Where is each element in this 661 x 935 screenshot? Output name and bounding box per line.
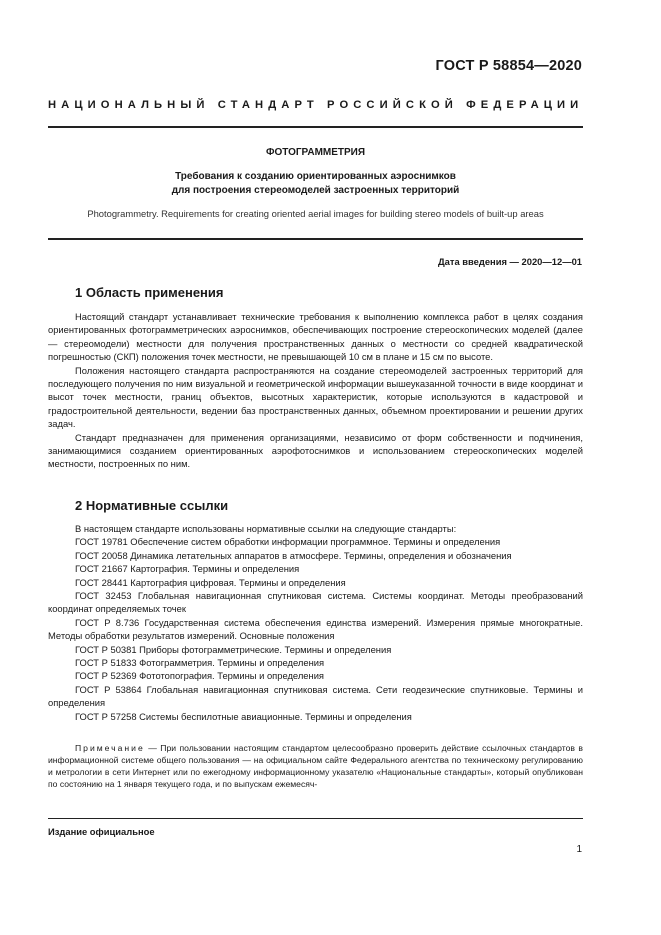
references-intro: В настоящем стандарте использованы нормативные ссылки на следующие стандарты: [75,523,457,534]
page-number: 1 [576,844,582,855]
reference-item: ГОСТ Р 50381 Приборы фотограмметрические. Термины и определения [75,643,392,655]
section-1-paragraph: Настоящий стандарт устанавливает технические требования к выполнению комплекса работ в целях создания ориентированных фотограмметрических аэроснимков, обеспечивающих построение стереоскопических моделей (далее — стереомодели) местности для получения пространственных данных о местности со средней квадратической погрешностью (СКП) положения точек местности, не превышающей 10 см в плане и 15 см по высоте. [48,311,583,363]
reference-item: ГОСТ Р 57258 Системы беспилотные авиационные. Термины и определения [75,710,412,722]
reference-item: ГОСТ Р 52369 Фототопография. Термины и определения [75,670,325,682]
references-note [48,742,583,790]
reference-item: ГОСТ 32453 Глобальная навигационная спутниковая система. Системы координат. Методы преобразований координат определяемых точек [48,590,583,615]
section-1-heading: 1 Область применения [75,285,224,300]
national-standard-banner: НАЦИОНАЛЬНЫЙ СТАНДАРТ РОССИЙСКОЙ ФЕДЕРАЦИИ [48,99,584,111]
section-1-paragraph: Положения настоящего стандарта распространяются на создание стереомоделей застроенных территорий для последующего получения по ним визуальной и геометрической информации вышеуказанной точности в виде координат и высот точек местности, границ объектов, высотных характеристик, которые используются в кадастровой и градостроительной деятельности, ведении баз пространственных данных, объемном проектировании и решении других задач. [48,364,583,430]
subtitle-line-2: для построения стереомоделей застроенных территорий [171,185,460,196]
reference-item: ГОСТ Р 51833 Фотограмметрия. Термины и определения [75,657,325,669]
introduction-date: Дата введения — 2020—12—01 [437,256,582,267]
title-rule [48,238,583,240]
reference-item: ГОСТ Р 8.736 Государственная система обеспечения единства измерений. Измерения прямые многократные. Методы обработки результатов измерений. Основные положения [48,616,583,642]
document-title: ФОТОГРАММЕТРИЯ [265,147,366,158]
note-label: Примечание [75,743,145,753]
reference-item: ГОСТ Р 53864 Глобальная навигационная спутниковая система. Сети геодезические спутниковые. Термины и определения [48,683,583,709]
footer-rule [48,818,583,819]
english-title: Photogrammetry. Requirements for creating oriented aerial images for building stereo models of built-up areas [87,208,544,219]
document-code: ГОСТ Р 58854—2020 [435,58,582,74]
document-subtitle [48,170,583,198]
section-1-body [48,310,583,471]
section-2-body [48,522,583,723]
reference-item: ГОСТ 28441 Картография цифровая. Термины и определения [75,576,346,588]
reference-item: ГОСТ 19781 Обеспечение систем обработки информации программное. Термины и определения [75,536,501,548]
subtitle-line-1: Требования к созданию ориентированных аэроснимков [175,171,456,182]
top-rule [48,126,583,128]
section-1-paragraph: Стандарт предназначен для применения организациями, независимо от форм собственности и подчинения, занимающимися созданием ориентированных аэрофотоснимков и использованием стереоскопических моделей местности, построенных по ним. [48,431,583,470]
note-text: — При пользовании настоящим стандартом целесообразно проверить действие ссылочных стандартов в информационной системе общего пользования — на официальном сайте Федерального агентства по техническому регулированию и метрологии в сети Интернет или по ежегодному информационному указателю «Национальные стандарты», который опубликован по состоянию на 1 января текущего года, и по выпускам ежемесяч- [48,743,583,789]
section-2-heading: 2 Нормативные ссылки [75,498,229,513]
official-edition-label: Издание официальное [48,826,155,837]
reference-item: ГОСТ 20058 Динамика летательных аппаратов в атмосфере. Термины, определения и обозначения [75,549,512,561]
reference-item: ГОСТ 21667 Картография. Термины и определения [75,563,300,575]
